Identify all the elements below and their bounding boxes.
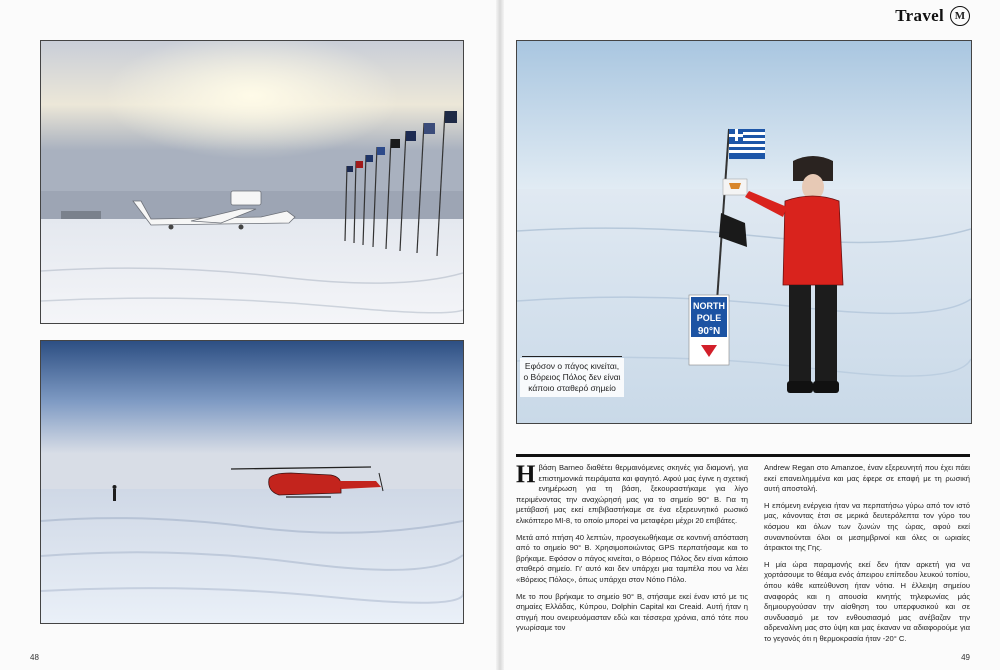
- page-gutter: [496, 0, 504, 670]
- article-paragraph: Andrew Regan στο Amanzoe, έναν εξερευνητή που έχει πάει εκεί επανειλημμένα και μας έφερε σε επαφή με τη ρωσική αυτή αποστολή.: [764, 463, 970, 494]
- article-column-2: [764, 463, 970, 651]
- article-top-rule: [516, 454, 970, 457]
- article-paragraph: Με το που βρήκαμε το σημείο 90° Β, στήσαμε εκεί έναν ιστό με τις σημαίες Ελλάδας, Κύπρου, Dolphin Capital και Creaid. Αυτή ήταν η στιγμή που ονειρευόμασταν εδώ και τέσσερα χρόνια, από τότε που γνωρίσαμε τον: [516, 591, 748, 633]
- photo-airplane: [40, 40, 464, 324]
- section-title: Travel: [895, 6, 944, 25]
- sign-line1: NORTH: [693, 301, 725, 311]
- sign-line2: POLE: [696, 313, 722, 323]
- drop-cap: Η: [516, 461, 536, 488]
- caption-line: Εφόσον ο πάγος κινείται,: [524, 361, 620, 371]
- article-paragraph: Η επόμενη ενέργεια ήταν να περπατήσω γύρω από τον ιστό μας, κάνοντας έτσι σε μερικά δευτερόλεπτα τον γύρο του κόσμου και όλων των ζωνών της ώρας, αφού εκεί συναντιούνται όλοι οι μεσημβρινοί και όλες οι ωριαίες άτρακτοι της Γης.: [764, 500, 970, 553]
- caption-line: ο Βόρειος Πόλος δεν είναι: [523, 372, 621, 382]
- sign-line3: 90°N: [697, 326, 721, 337]
- article-paragraph: Η βάση Barneo διαθέτει θερμαινόμενες σκηνές για διαμονή, για επιστημονικά πειράματα και φαγητό. Αφού μας έγινε η σχετική ενημέρωση για τη βάση, ξεκουραστήκαμε για λίγο περιμένοντας την αναχώρησή μας για το σημείο 90° Β. Για τη μετάβασή μας εκεί επιβιβαστήκαμε σε ένα εξερευνητικό ρωσικό ελικόπτερο ΜΙ-8, το οποίο μπορεί να μεταφέρει μέχρι 20 επιβάτες.: [516, 461, 748, 525]
- photo-caption: [520, 358, 624, 397]
- page-number-left: 48: [30, 653, 39, 662]
- article-paragraph: Μετά από πτήση 40 λεπτών, προσγειωθήκαμε σε κοντινή απόσταση από το σημείο 90° Β. Χρησιμοποιώντας GPS περπατήσαμε και το βρήκαμε. Εφόσον ο πάγος κινείται, ο Βόρειος Πόλος δεν είναι κάποιο σταθερό σημείο. Γι' αυτό και δεν υπάρχει μια ταμπέλα που να λέει «Βόρειος Πόλος», όπως υπάρχει στον Νότιο Πόλο.: [516, 532, 748, 584]
- magazine-logo-icon: M: [950, 6, 970, 26]
- photo-helicopter: [40, 340, 464, 624]
- page-number-right: 49: [961, 653, 970, 662]
- article-column-1: [516, 463, 748, 640]
- section-header: [895, 6, 970, 26]
- caption-line: κάποιο σταθερό σημείο: [528, 383, 616, 393]
- article-paragraph: Η μία ώρα παραμονής εκεί δεν ήταν αρκετή για να χορτάσουμε το θέαμα ενός άπειρου επίπεδου λευκού τοπίου, όπου κάθε κατεύθυνση ήταν νότια. Η έλλειψη σημείου αναφοράς και η απουσία κινητής τηλεφωνίας μάς δημιουργούσαν την αίσθηση του υπερφυσικού και σε συνδυασμό με τον ενθουσιασμό μας ανέβαζαν την αδρεναλίνη μας στο ύψη και μας έκαναν να αδιαφορούμε για το γεγονός ότι η θερμοκρασία ήταν -20° C.: [764, 559, 970, 643]
- caption-rule: [522, 356, 622, 357]
